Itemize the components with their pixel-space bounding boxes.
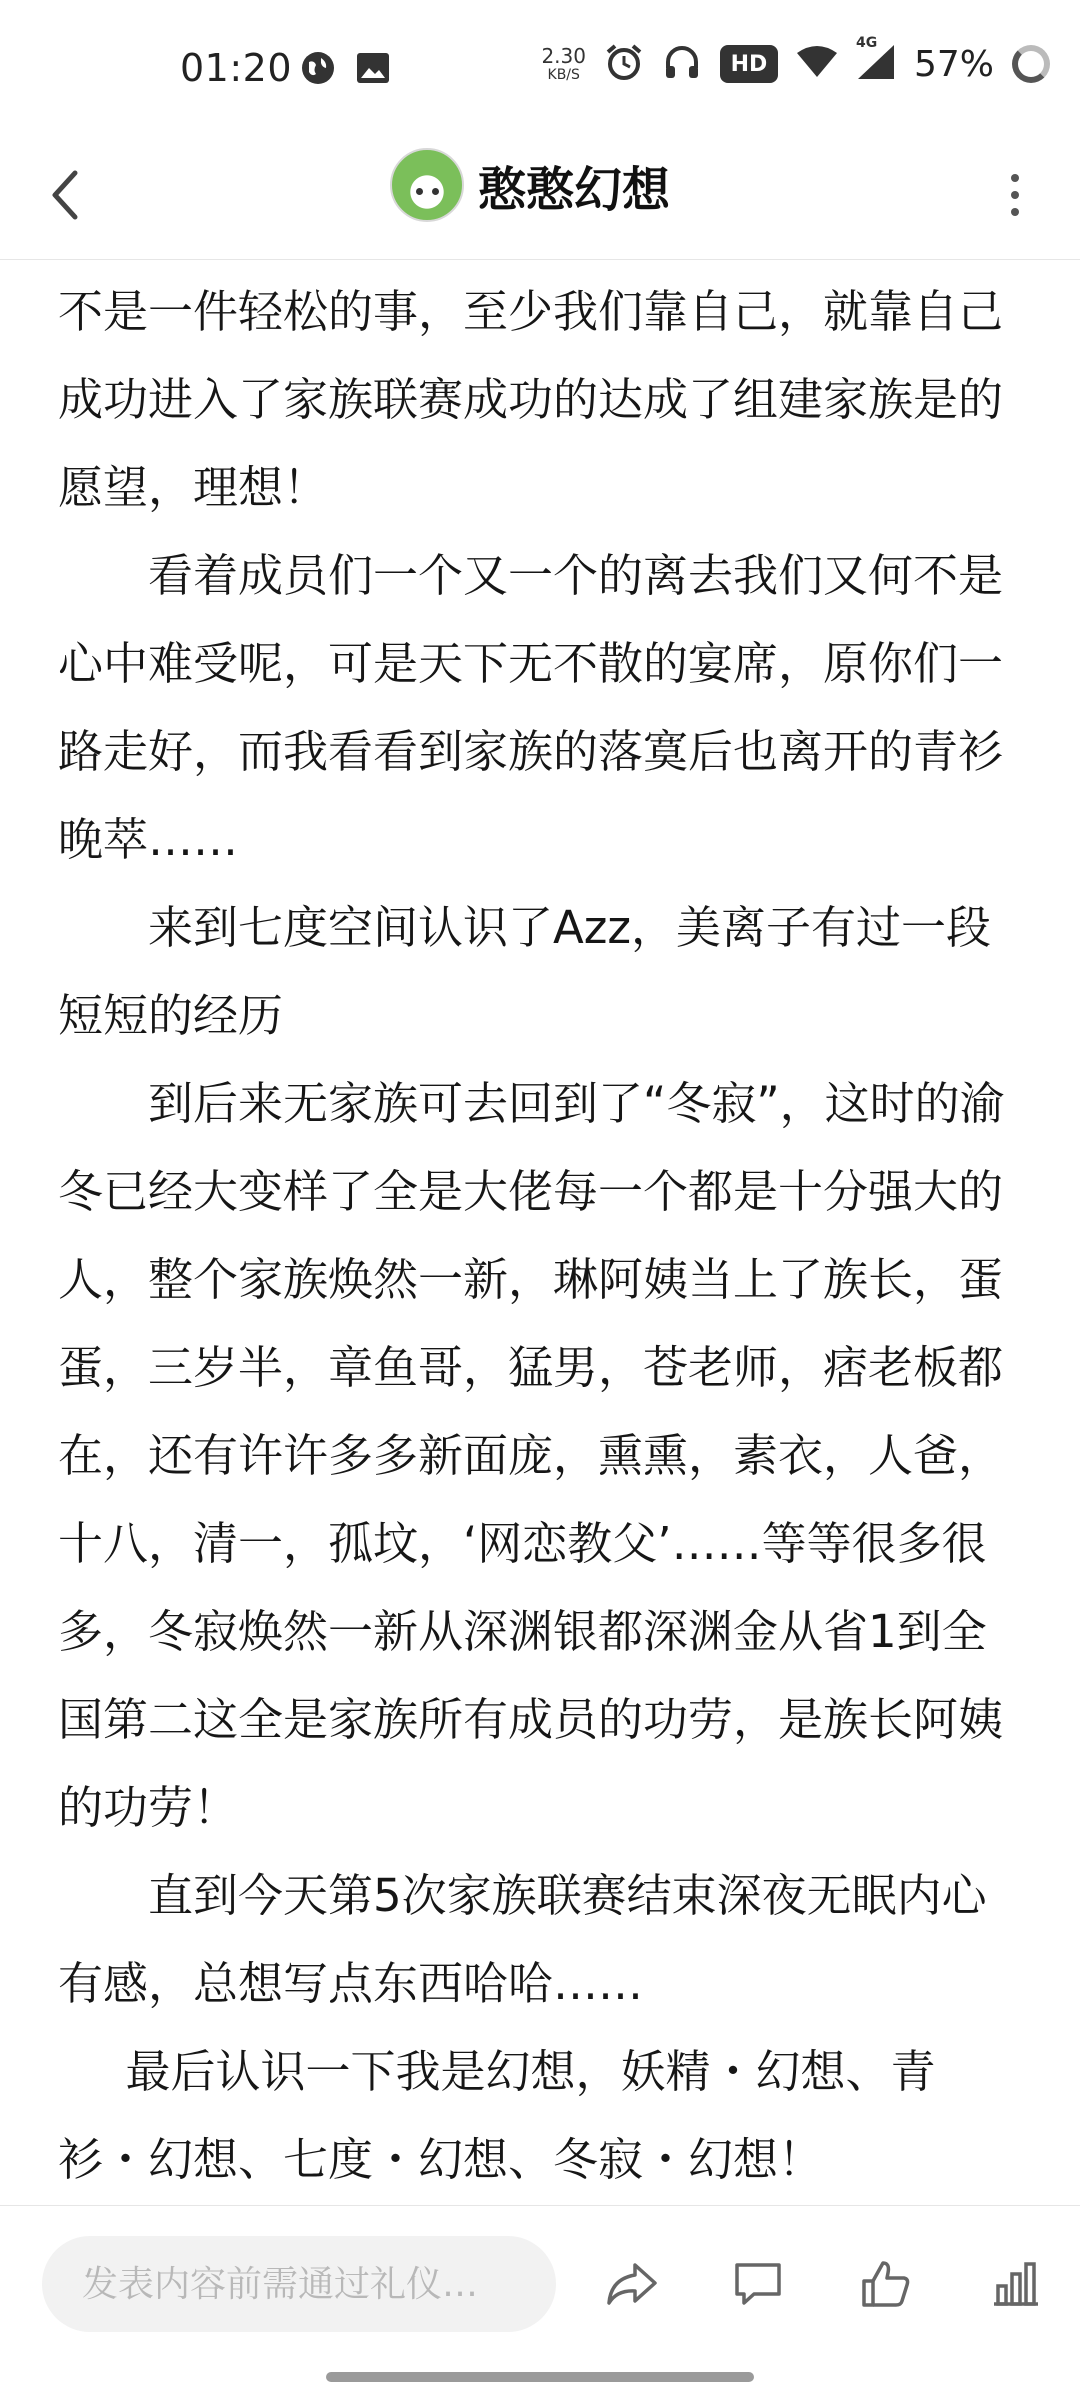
paragraph: 直到今天第5次家族联赛结束深夜无眠内心有感，总想写点东西哈哈…… [58,1869,987,2010]
chevron-left-icon [45,167,85,223]
bar-chart-icon [990,2260,1042,2308]
status-system-icons [541,35,1050,86]
post-content [58,268,1022,2204]
avatar[interactable] [390,148,464,222]
net-speed-indicator [541,46,586,82]
more-options-button[interactable] [980,160,1050,230]
comment-button[interactable] [720,2246,796,2322]
globe-icon [300,50,336,90]
paragraph: 来到七度空间认识了Azz，美离子有过一段短短的经历 [58,901,992,1042]
cellular-signal-icon [855,35,896,85]
paragraph: 不是一件轻松的事，至少我们靠自己，就靠自己成功进入了家族联赛成功的达成了组建家族是的愿望，理想！ [58,285,1004,514]
network-type-label: 4G [855,35,878,51]
comment-icon [732,2260,784,2308]
hd-voice-badge: HD [720,45,778,83]
page-title: 憨憨幻想 [478,161,671,218]
thumbs-up-icon [860,2259,912,2309]
battery-icon [1012,45,1050,83]
home-indicator[interactable] [326,2372,754,2382]
more-dots-icon [1011,174,1019,182]
net-speed-unit: KB/S [547,67,580,83]
like-button[interactable] [848,2246,924,2322]
bottom-action-bar [0,2205,1080,2355]
app-header [0,130,1080,260]
comment-input[interactable] [42,2236,556,2332]
alarm-icon [604,42,644,86]
paragraph: 最后认识一下我是幻想，妖精・幻想、青衫・幻想、七度・幻想、冬寂・幻想！ [58,2045,936,2186]
wifi-icon [796,45,838,83]
stats-button[interactable] [978,2246,1054,2322]
battery-percentage: 57% [913,43,994,85]
back-button[interactable] [30,160,100,230]
paragraph: 到后来无家族可去回到了“冬寂”，这时的渝冬已经大变样了全是大佬每一个都是十分强大的人，整个家族焕然一新，琳阿姨当上了族长，蛋蛋，三岁半，章鱼哥，猛男，苍老师，痞老板都在，还有许许多多新面庞，熏熏，素衣，人爸，十八，清一，孤坟，‘网恋教父’……等等很多很多，冬寂焕然一新从深渊银都深渊金从省1到全国第二这全是家族所有成员的功劳，是族长阿姨的功劳！ [58,1077,1005,1834]
status-time: 01:20 [180,46,293,90]
headphones-icon [662,42,702,86]
header-author[interactable] [390,148,670,222]
image-icon [356,52,390,88]
share-button[interactable] [594,2246,670,2322]
paragraph: 看着成员们一个又一个的离去我们又何不是心中难受呢，可是天下无不散的宴席，原你们一路走好，而我看看到家族的落寞后也离开的青衫晚萃…… [58,549,1004,866]
status-bar [0,0,1080,130]
net-speed-value: 2.30 [541,44,586,68]
share-icon [605,2261,659,2307]
status-notification-icons [300,50,390,90]
